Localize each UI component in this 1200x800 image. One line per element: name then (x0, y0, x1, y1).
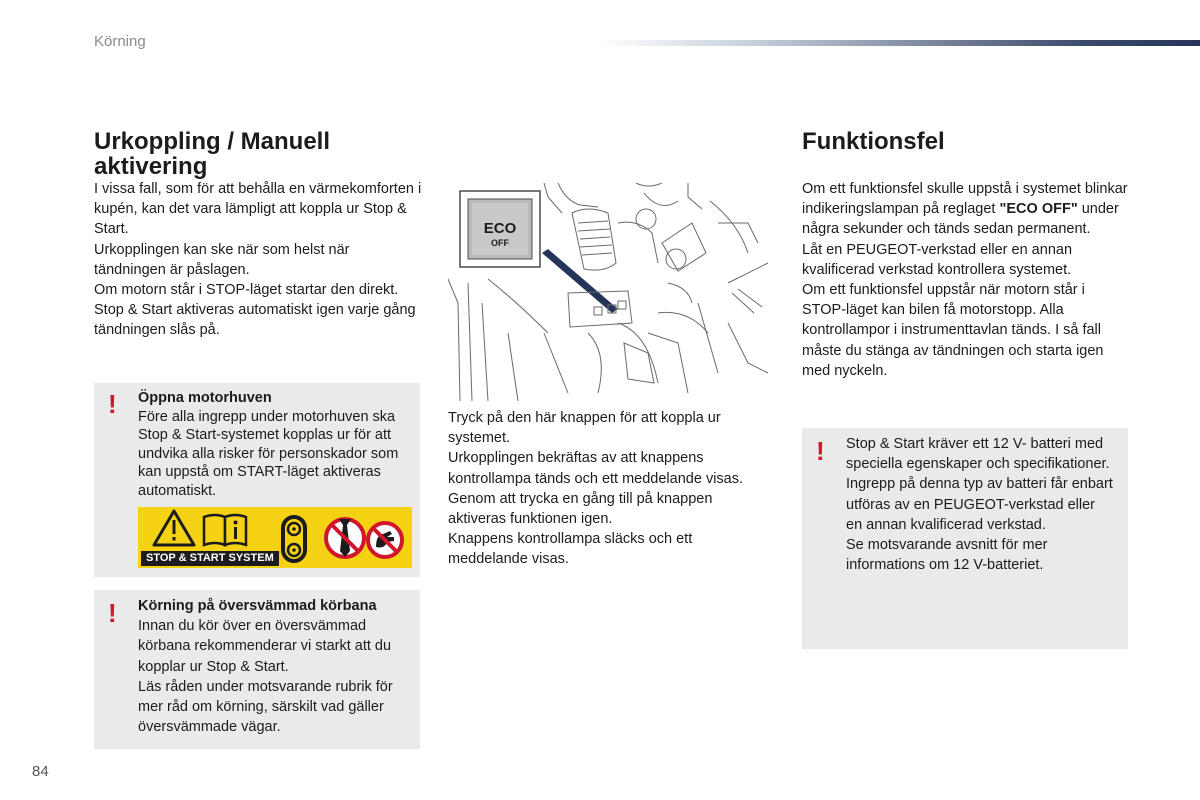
warning-hood-text (138, 389, 414, 500)
warning-battery (802, 428, 1128, 649)
warning-flood (94, 590, 420, 749)
stop-start-warning-sticker (138, 507, 412, 568)
right-paragraph: Om ett funktionsfel uppstår när motorn står i STOP-läget kan bilen få motorstopp. Alla kontrollampor i instrumenttavlan tänds. I så fall måste du stänga av tändningen och starta igen med nyckeln. (802, 282, 1104, 379)
warning-hood-body: Före alla ingrepp under motorhuven ska Stop & Start-systemet kopplas ur för att undvika alla risker för personskador som kan uppstå om START-läget aktiveras automatiskt. (138, 408, 399, 499)
section-label: Körning (94, 33, 146, 50)
right-paragraph-malfunction (802, 179, 1132, 240)
warning-triangle-icon (154, 511, 194, 545)
left-title: Urkoppling / Manuell aktivering (94, 128, 331, 180)
right-p1-after: under några sekunder och tänds sedan permanent. (802, 201, 1119, 238)
eco-label: ECO (483, 220, 517, 237)
warning-battery-paragraph: Stop & Start kräver ett 12 V- batteri med speciella egenskaper och specifikationer. (846, 436, 1110, 473)
dashboard-line-drawing (448, 183, 774, 401)
middle-paragraph: Tryck på den här knappen för att koppla ur systemet. (448, 410, 721, 447)
warning-hood-title: Öppna motorhuven (138, 390, 272, 406)
right-paragraph: Låt en PEUGEOT-verkstad eller en annan kvalificerad verkstad kontrollera systemet. (802, 241, 1073, 278)
middle-paragraph: Knappens kontrollampa släcks och ett meddelande visas. (448, 531, 693, 568)
right-p1-bold: "ECO OFF" (999, 201, 1078, 218)
middle-body (448, 408, 768, 570)
warning-icon: ! (108, 389, 117, 419)
middle-paragraph: Urkopplingen bekräftas av att knappens kontrollampa tänds och ett meddelande visas. (448, 450, 744, 487)
pointer-arrow (542, 249, 618, 313)
warning-icon: ! (816, 436, 825, 466)
left-body (94, 179, 424, 341)
warning-flood-paragraph: Innan du kör över en översvämmad körbana rekommenderar vi starkt att du kopplar ur Stop & Start. (138, 618, 392, 675)
page-number: 84 (32, 763, 49, 780)
warning-icon: ! (108, 598, 117, 628)
left-paragraph: Om motorn står i STOP-läget startar den direkt. (94, 282, 399, 299)
warning-flood-paragraph: Läs råden under motsvarande rubrik för mer råd om körning, särskilt vad gäller översvämmade vägar. (138, 678, 393, 736)
left-paragraph: I vissa fall, som för att behålla en värmekomforten i kupén, kan det vara lämpligt att koppla ur Stop & Start. (94, 181, 422, 238)
eco-off-button-icon (460, 191, 540, 267)
header-bar (600, 40, 1200, 46)
warning-flood-title: Körning på översvämmad körbana (138, 598, 377, 614)
middle-paragraph: Genom att trycka en gång till på knappen aktiveras funktionen igen. (448, 490, 713, 528)
warning-battery-text (846, 434, 1114, 575)
manual-book-icon (204, 515, 246, 545)
off-label: OFF (491, 238, 509, 248)
no-tie-icon (326, 519, 364, 557)
warning-flood-text (138, 596, 414, 737)
right-p1-before: Om ett funktionsfel skulle uppstå i systemet blinkar indikeringslampan på reglaget (802, 181, 1128, 218)
right-body (802, 179, 1132, 381)
no-hand-icon (368, 523, 402, 557)
left-paragraph: Stop & Start aktiveras automatiskt igen varje gång tändningen slås på. (94, 302, 416, 339)
dashboard-eco-off-illustration (448, 183, 774, 401)
left-paragraph: Urkopplingen kan ske när som helst när tändningen är påslagen. (94, 241, 350, 278)
warning-battery-paragraph: Ingrepp på denna typ av batteri får enbart utföras av en PEUGEOT-verkstad eller en annan kvalificerad verkstad. (846, 476, 1113, 533)
right-title: Funktionsfel (802, 128, 945, 155)
warning-battery-paragraph: Se motsvarande avsnitt för mer informations om 12 V-batteriet. (846, 537, 1048, 574)
sticker-label: STOP & START SYSTEM (141, 551, 279, 566)
belt-pulley-icon (283, 517, 305, 561)
